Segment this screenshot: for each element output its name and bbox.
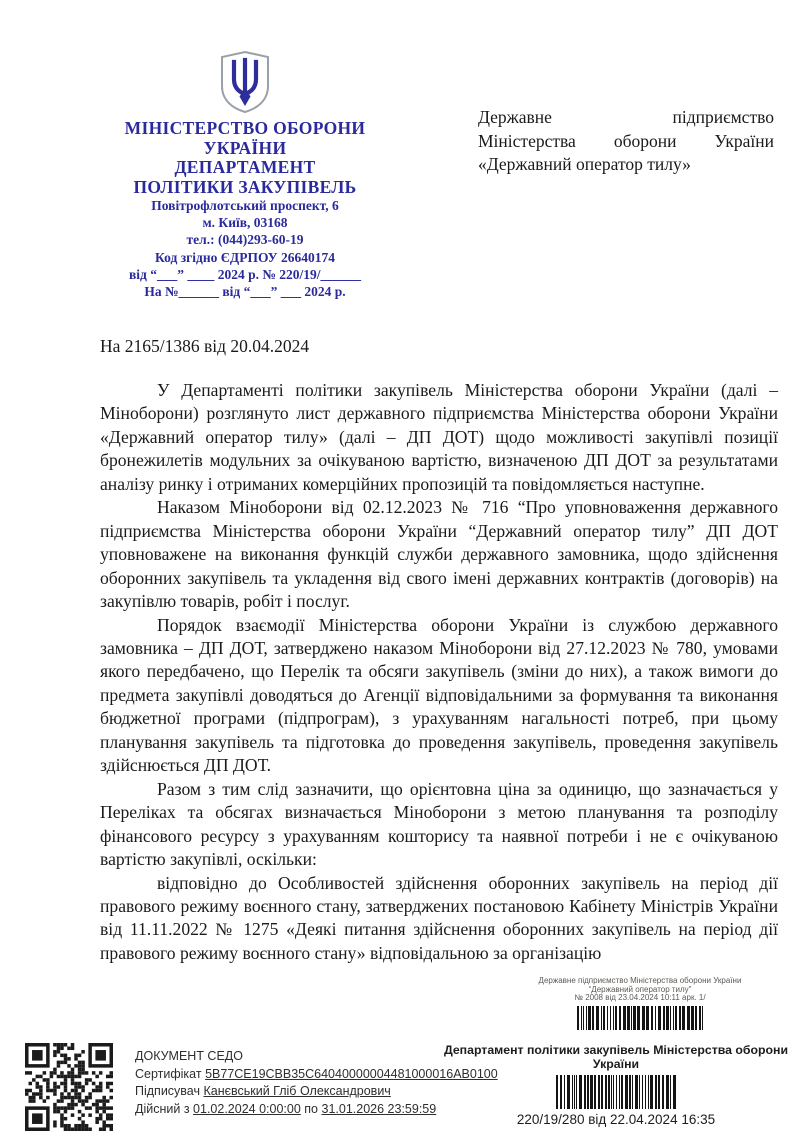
- paragraph: Порядок взаємодії Міністерства оборони України із службою державного замовника – ДП ДОТ, затверджено наказом Міноборони від 27.12.2023 № 780, умовами якого передбачено, що Перелік та обсяги закупівель (зміни до них), а також вимоги до предмета закупівлі доводяться до Агенції відповідальними за формування та виконання бюджетної програми (підпрограм), з урахуванням нагальності потреб, при цьому планування закупівель та підготовка до проведення закупівель, проведення закупівель здійснюється ДП ДОТ.: [100, 614, 778, 776]
- incoming-number-blank-line: На №______ від “___” ___ 2024 р.: [144, 284, 346, 300]
- paragraph: У Департаменті політики закупівель Міністерства оборони України (далі – Міноборони) розглянуто лист державного підприємства Міністерства оборони України «Державний оператор тилу» (далі – ДП ДОТ) щодо можливості закупівлі позиції бронежилетів модульних за очікуваною вартістю, визначеною ДП ДОТ за результатами аналізу ринку і отриманих комерційних пропозицій та повідомляється наступне.: [100, 380, 778, 494]
- signer-name: Канєвський Гліб Олександрович: [203, 1084, 391, 1098]
- paragraph: відповідно до Особливостей здійснення оборонних закупівель на період дії правового режиму воєнного стану, затверджених постановою Кабінету Міністрів України від 11.11.2022 № 1275 «Деякі питання здійснення оборонних закупівель на період дії правового режиму воєнного стану» відповідальною за організацію: [100, 872, 778, 963]
- validity-from: 01.02.2024 0:00:00: [193, 1101, 301, 1116]
- outgoing-registration-stamp: [440, 1043, 792, 1127]
- addressee-line: Міністерства оборони України: [478, 130, 774, 151]
- validity-mid: по: [304, 1101, 319, 1116]
- addressee-block: [478, 106, 774, 177]
- outgoing-number-blank-line: від “___” ____ 2024 р. № 220/19/______: [128, 266, 362, 282]
- outgoing-number: 220/19/280 від 22.04.2024 16:35: [516, 1112, 716, 1127]
- stamp-org-line: “Державний оператор тилу”: [588, 984, 692, 994]
- addressee-line: «Державний оператор тилу»: [478, 154, 691, 174]
- certificate-label: Сертифікат: [135, 1066, 202, 1081]
- qr-code: [25, 1043, 113, 1131]
- addressee-line: Державне підприємство: [478, 107, 774, 127]
- certificate-value: 5B77CE19CBB35C64040000004481000016AB0100: [205, 1066, 498, 1081]
- org-address-line: Повітрофлотський проспект, 6: [151, 198, 339, 213]
- sedo-signature-block: [25, 1043, 498, 1131]
- incoming-barcode: [577, 1006, 703, 1030]
- stamp-number-line: № 2008 від 23.04.2024 10:11 арк. 1/: [574, 993, 706, 1003]
- org-edrpou-line: Код згідно ЄДРПОУ 26640174: [155, 249, 335, 265]
- org-name-line: ПОЛІТИКИ ЗАКУПІВЕЛЬ: [133, 176, 357, 197]
- stamp-org-line: Державне підприємство Міністерства оборони України: [538, 976, 742, 985]
- signer-label: Підписувач: [135, 1084, 200, 1098]
- paragraph: Наказом Міноборони від 02.12.2023 № 716 “Про уповноваження державного підприємства Міністерства оборони України “Державний оператор тилу” ДП ДОТ уповноважене на виконання функцій служби державного замовника, щодо здійснення оборонних закупівель та укладення від свого імені державних контрактів (договорів) на закупівлю товарів, робіт і послуг.: [100, 497, 778, 612]
- org-address-line: м. Київ, 03168: [202, 215, 288, 231]
- department-stamp-title: Департамент політики закупівель Міністерства оборони України: [443, 1043, 789, 1071]
- letter-body: [100, 379, 778, 965]
- validity-to: 31.01.2026 23:59:59: [321, 1101, 437, 1116]
- org-phone-line: тел.: (044)293-60-19: [186, 232, 304, 248]
- validity-label: Дійсний з: [135, 1101, 190, 1116]
- incoming-registration-stamp: [490, 977, 790, 1030]
- org-name-line: УКРАЇНИ: [203, 137, 287, 158]
- reply-reference-line: На 2165/1386 від 20.04.2024: [100, 336, 310, 356]
- paragraph: Разом з тим слід зазначити, що орієнтовна ціна за одиницю, що зазначається у Переліках та обсягах визначається Міноборони з метою планування та розподілу фінансового ресурсу з урахуванням кошторису та наявної потреби і не є очікуваною вартістю закупівлі, оскільки:: [100, 778, 778, 870]
- letterhead: [95, 50, 395, 300]
- outgoing-barcode: [556, 1075, 676, 1109]
- org-name-line: ДЕПАРТАМЕНТ: [174, 157, 316, 177]
- sedo-title: ДОКУМЕНТ СЕДО: [135, 1049, 243, 1063]
- org-name-line: МІНІСТЕРСТВО ОБОРОНИ: [124, 118, 366, 138]
- ukraine-trident-shield-icon: [95, 50, 395, 116]
